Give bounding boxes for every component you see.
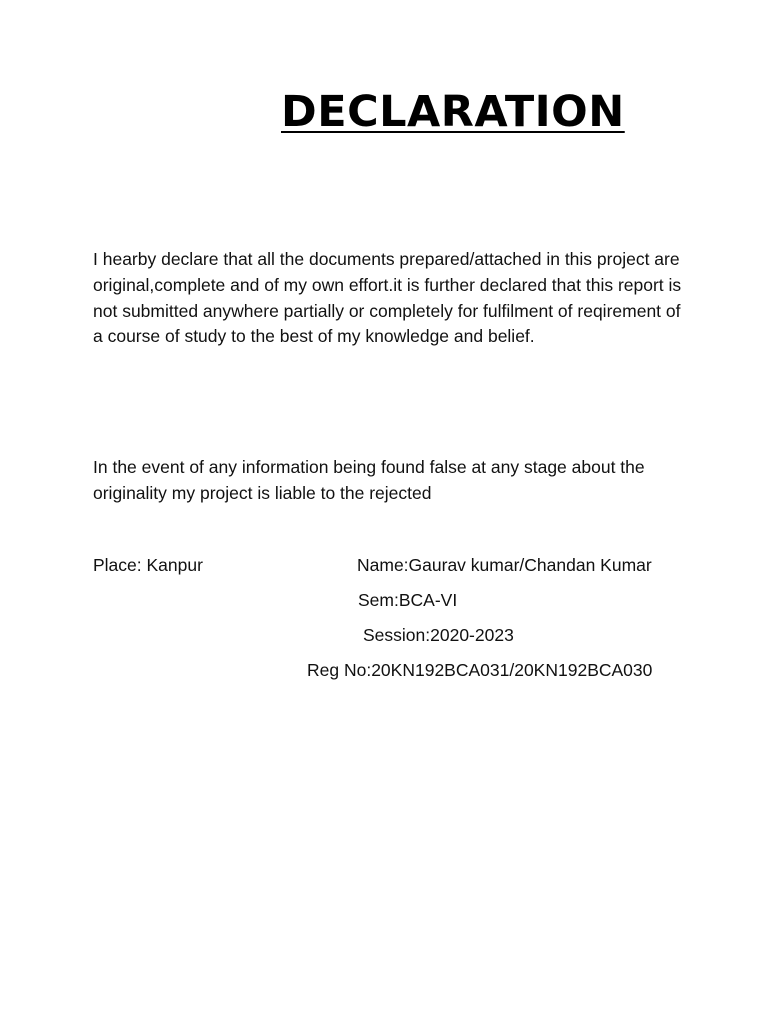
registration-number-text: Reg No:20KN192BCA031/20KN192BCA030: [307, 660, 653, 680]
place-text: Place: Kanpur: [93, 555, 203, 575]
semester-text: Sem:BCA-VI: [358, 590, 458, 610]
declaration-paragraph: I hearby declare that all the documents prepared/attached in this project are original,complete and of my own effort.it is further declared that this report is not submitted anywhere partially or completely for fulfilment of reqirement of a course of study to the best of my knowledge and belief.: [93, 249, 682, 347]
page-title: DECLARATION: [281, 87, 625, 137]
session-text: Session:2020-2023: [363, 625, 514, 645]
name-text: Name:Gaurav kumar/Chandan Kumar: [357, 555, 652, 575]
liability-paragraph: In the event of any information being found false at any stage about the originality my project is liable to the rejected: [93, 457, 645, 503]
